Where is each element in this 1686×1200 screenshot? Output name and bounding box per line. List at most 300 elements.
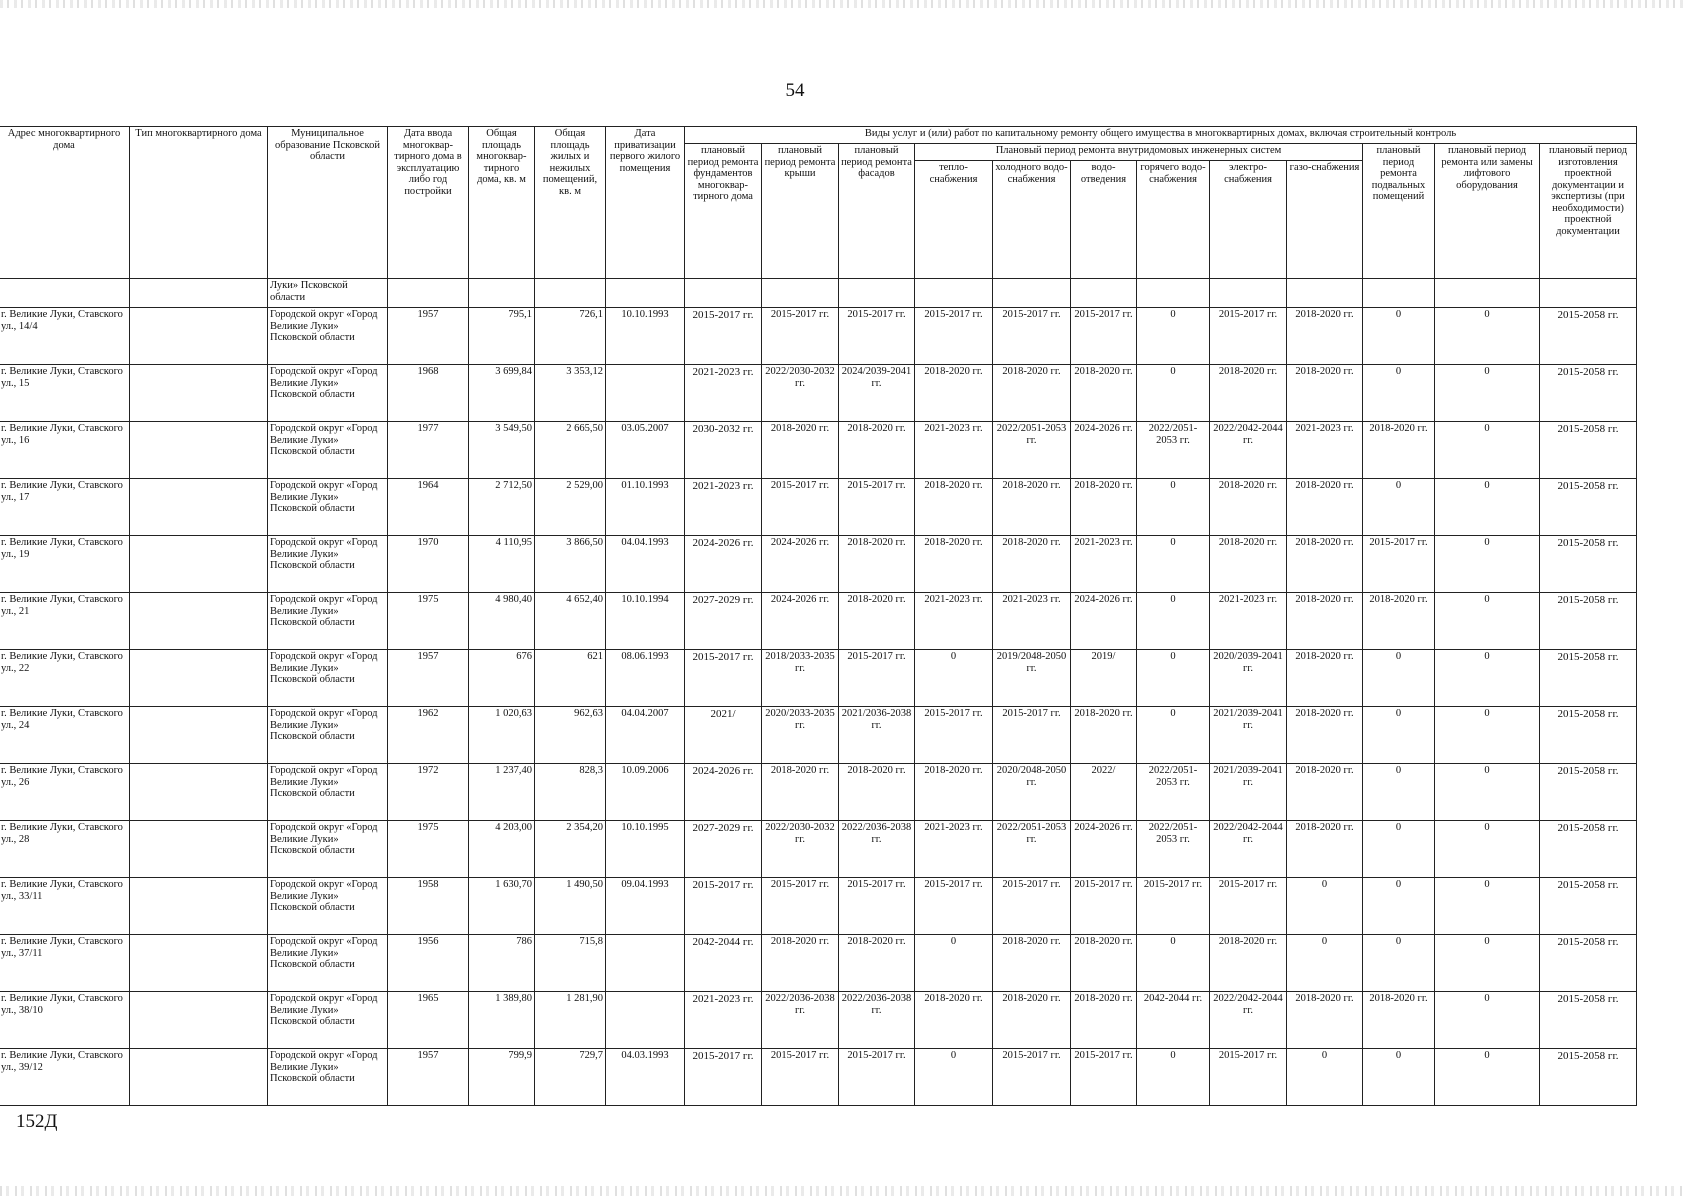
cell-privatization-date: 04.03.1993 xyxy=(606,1049,685,1106)
cell-hot-water: 0 xyxy=(1137,650,1210,707)
cell-roof: 2015-2017 гг. xyxy=(762,1049,839,1106)
col-header-cold-water: холодного водо-снабжения xyxy=(993,161,1071,279)
cell-empty xyxy=(1137,279,1210,308)
cell-gas: 2018-2020 гг. xyxy=(1287,992,1363,1049)
cell-type xyxy=(130,935,268,992)
cell-basement: 0 xyxy=(1363,764,1435,821)
cell-empty xyxy=(685,279,762,308)
table-row xyxy=(0,536,1637,593)
cell-elevator: 0 xyxy=(1435,1049,1540,1106)
table-row xyxy=(0,365,1637,422)
cell-living-area: 715,8 xyxy=(535,935,606,992)
cell-facade: 2015-2017 гг. xyxy=(839,650,915,707)
cell-total-area: 1 020,63 xyxy=(469,707,535,764)
col-header-type: Тип многоквартирного дома xyxy=(130,127,268,279)
cell-total-area: 676 xyxy=(469,650,535,707)
cell-empty xyxy=(1363,279,1435,308)
cell-electric: 2020/2039-2041 гг. xyxy=(1210,650,1287,707)
cell-living-area: 621 xyxy=(535,650,606,707)
cell-municipality: Городской округ «Город Великие Луки» Псковской области xyxy=(268,422,388,479)
cell-sewerage: 2018-2020 гг. xyxy=(1071,365,1137,422)
table-row xyxy=(0,878,1637,935)
cell-address: г. Великие Луки, Ставского ул., 37/11 xyxy=(0,935,130,992)
cell-privatization-date: 04.04.2007 xyxy=(606,707,685,764)
cell-cold-water: 2018-2020 гг. xyxy=(993,536,1071,593)
cell-year: 1977 xyxy=(388,422,469,479)
cell-facade: 2018-2020 гг. xyxy=(839,935,915,992)
cell-heat: 2015-2017 гг. xyxy=(915,308,993,365)
cell-empty xyxy=(839,279,915,308)
cell-cold-water: 2018-2020 гг. xyxy=(993,992,1071,1049)
cell-gas: 2018-2020 гг. xyxy=(1287,764,1363,821)
cell-roof: 2015-2017 гг. xyxy=(762,878,839,935)
cell-foundation: 2030-2032 гг. xyxy=(685,422,762,479)
cell-address: г. Великие Луки, Ставского ул., 38/10 xyxy=(0,992,130,1049)
cell-basement: 0 xyxy=(1363,650,1435,707)
cell-foundation: 2027-2029 гг. xyxy=(685,821,762,878)
cell-year: 1956 xyxy=(388,935,469,992)
cell-design: 2015-2058 гг. xyxy=(1540,365,1637,422)
cell-foundation: 2021/ xyxy=(685,707,762,764)
cell-basement: 0 xyxy=(1363,479,1435,536)
cell-facade: 2018-2020 гг. xyxy=(839,422,915,479)
cell-cold-water: 2022/2051-2053 гг. xyxy=(993,422,1071,479)
cell-design: 2015-2058 гг. xyxy=(1540,935,1637,992)
cell-year: 1970 xyxy=(388,536,469,593)
cell-foundation: 2021-2023 гг. xyxy=(685,992,762,1049)
cell-heat: 2015-2017 гг. xyxy=(915,878,993,935)
cell-empty xyxy=(762,279,839,308)
cell-sewerage: 2018-2020 гг. xyxy=(1071,935,1137,992)
cell-privatization-date: 01.10.1993 xyxy=(606,479,685,536)
cell-municipality: Городской округ «Город Великие Луки» Псковской области xyxy=(268,479,388,536)
cell-design: 2015-2058 гг. xyxy=(1540,878,1637,935)
cell-municipality: Городской округ «Город Великие Луки» Псковской области xyxy=(268,878,388,935)
cell-roof: 2022/2030-2032 гг. xyxy=(762,821,839,878)
cell-foundation: 2021-2023 гг. xyxy=(685,365,762,422)
cell-hot-water: 0 xyxy=(1137,479,1210,536)
cell-basement: 0 xyxy=(1363,878,1435,935)
cell-year: 1975 xyxy=(388,821,469,878)
cell-type xyxy=(130,821,268,878)
cell-type xyxy=(130,992,268,1049)
cell-hot-water: 0 xyxy=(1137,536,1210,593)
cell-facade: 2018-2020 гг. xyxy=(839,536,915,593)
cell-sewerage: 2015-2017 гг. xyxy=(1071,308,1137,365)
cell-type xyxy=(130,479,268,536)
cell-year: 1958 xyxy=(388,878,469,935)
col-header-design: плановый период изготовления проектной документации и экспертизы (при необходимости) проектной документации xyxy=(1540,144,1637,279)
col-header-gas: газо-снабжения xyxy=(1287,161,1363,279)
cell-foundation: 2021-2023 гг. xyxy=(685,479,762,536)
cell-heat: 0 xyxy=(915,1049,993,1106)
cell-year: 1957 xyxy=(388,1049,469,1106)
cell-cold-water: 2018-2020 гг. xyxy=(993,479,1071,536)
cell-empty xyxy=(915,279,993,308)
cell-facade: 2024/2039-2041 гг. xyxy=(839,365,915,422)
cell-sewerage: 2019/ xyxy=(1071,650,1137,707)
col-header-total-area: Общая площадь многоквар-тирного дома, кв. м xyxy=(469,127,535,279)
cell-sewerage: 2024-2026 гг. xyxy=(1071,821,1137,878)
cell-living-area: 1 490,50 xyxy=(535,878,606,935)
cell-heat: 2018-2020 гг. xyxy=(915,992,993,1049)
cell-privatization-date xyxy=(606,935,685,992)
cell-foundation: 2015-2017 гг. xyxy=(685,650,762,707)
cell-privatization-date: 08.06.1993 xyxy=(606,650,685,707)
cell-elevator: 0 xyxy=(1435,422,1540,479)
cell-type xyxy=(130,593,268,650)
cell-basement: 0 xyxy=(1363,707,1435,764)
cell-electric: 2021/2039-2041 гг. xyxy=(1210,764,1287,821)
cell-basement: 0 xyxy=(1363,308,1435,365)
cell-year: 1968 xyxy=(388,365,469,422)
cell-facade: 2022/2036-2038 гг. xyxy=(839,821,915,878)
scan-edge-top xyxy=(0,0,1686,8)
col-header-hot-water: горячего водо-снабжения xyxy=(1137,161,1210,279)
cell-foundation: 2027-2029 гг. xyxy=(685,593,762,650)
cell-empty xyxy=(1210,279,1287,308)
cell-empty xyxy=(0,279,130,308)
cell-hot-water: 0 xyxy=(1137,593,1210,650)
cell-elevator: 0 xyxy=(1435,536,1540,593)
cell-foundation: 2015-2017 гг. xyxy=(685,1049,762,1106)
col-header-roof: плановый период ремонта крыши xyxy=(762,144,839,279)
cell-hot-water: 2022/2051-2053 гг. xyxy=(1137,821,1210,878)
cell-municipality: Городской округ «Город Великие Луки» Псковской области xyxy=(268,821,388,878)
cell-type xyxy=(130,650,268,707)
cell-elevator: 0 xyxy=(1435,992,1540,1049)
cell-heat: 0 xyxy=(915,650,993,707)
cell-roof: 2024-2026 гг. xyxy=(762,536,839,593)
cell-design: 2015-2058 гг. xyxy=(1540,992,1637,1049)
cell-electric: 2018-2020 гг. xyxy=(1210,479,1287,536)
cell-elevator: 0 xyxy=(1435,593,1540,650)
cell-type xyxy=(130,308,268,365)
cell-empty xyxy=(1435,279,1540,308)
cell-municipality: Городской округ «Город Великие Луки» Псковской области xyxy=(268,593,388,650)
col-header-commission-date: Дата ввода многоквар-тирного дома в эксплуатацию либо год постройки xyxy=(388,127,469,279)
cell-gas: 0 xyxy=(1287,878,1363,935)
cell-roof: 2015-2017 гг. xyxy=(762,308,839,365)
scan-edge-bottom xyxy=(0,1186,1686,1196)
cell-total-area: 795,1 xyxy=(469,308,535,365)
col-header-heat: тепло-снабжения xyxy=(915,161,993,279)
cell-municipality: Городской округ «Город Великие Луки» Псковской области xyxy=(268,308,388,365)
repair-program-table xyxy=(0,126,1637,1106)
cell-address: г. Великие Луки, Ставского ул., 39/12 xyxy=(0,1049,130,1106)
cell-municipality: Городской округ «Город Великие Луки» Псковской области xyxy=(268,935,388,992)
cell-hot-water: 0 xyxy=(1137,1049,1210,1106)
cell-gas: 2018-2020 гг. xyxy=(1287,821,1363,878)
cell-type xyxy=(130,764,268,821)
cell-design: 2015-2058 гг. xyxy=(1540,764,1637,821)
cell-privatization-date: 10.09.2006 xyxy=(606,764,685,821)
cell-foundation: 2024-2026 гг. xyxy=(685,536,762,593)
cell-design: 2015-2058 гг. xyxy=(1540,593,1637,650)
cell-basement: 0 xyxy=(1363,935,1435,992)
col-header-electric: электро-снабжения xyxy=(1210,161,1287,279)
cell-heat: 2021-2023 гг. xyxy=(915,821,993,878)
cell-type xyxy=(130,422,268,479)
cell-electric: 2015-2017 гг. xyxy=(1210,1049,1287,1106)
cell-sewerage: 2024-2026 гг. xyxy=(1071,593,1137,650)
cell-empty xyxy=(469,279,535,308)
cell-facade: 2021/2036-2038 гг. xyxy=(839,707,915,764)
table-row xyxy=(0,479,1637,536)
cell-cold-water: 2019/2048-2050 гг. xyxy=(993,650,1071,707)
cell-hot-water: 0 xyxy=(1137,935,1210,992)
page-number: 54 xyxy=(785,80,805,101)
cell-gas: 2018-2020 гг. xyxy=(1287,479,1363,536)
cell-living-area: 4 652,40 xyxy=(535,593,606,650)
cell-empty xyxy=(1540,279,1637,308)
cell-privatization-date: 03.05.2007 xyxy=(606,422,685,479)
cell-electric: 2022/2042-2044 гг. xyxy=(1210,422,1287,479)
cell-basement: 0 xyxy=(1363,365,1435,422)
cell-sewerage: 2022/ xyxy=(1071,764,1137,821)
cell-elevator: 0 xyxy=(1435,365,1540,422)
cell-living-area: 828,3 xyxy=(535,764,606,821)
cell-facade: 2022/2036-2038 гг. xyxy=(839,992,915,1049)
cell-type xyxy=(130,536,268,593)
cell-sewerage: 2024-2026 гг. xyxy=(1071,422,1137,479)
cell-empty xyxy=(1287,279,1363,308)
cell-foundation: 2042-2044 гг. xyxy=(685,935,762,992)
cell-gas: 2018-2020 гг. xyxy=(1287,365,1363,422)
cell-municipality: Луки» Псковской области xyxy=(268,279,388,308)
cell-year: 1964 xyxy=(388,479,469,536)
cell-hot-water: 2042-2044 гг. xyxy=(1137,992,1210,1049)
cell-sewerage: 2015-2017 гг. xyxy=(1071,878,1137,935)
cell-cold-water: 2018-2020 гг. xyxy=(993,935,1071,992)
table-row xyxy=(0,650,1637,707)
cell-municipality: Городской округ «Город Великие Луки» Псковской области xyxy=(268,707,388,764)
cell-cold-water: 2022/2051-2053 гг. xyxy=(993,821,1071,878)
cell-address: г. Великие Луки, Ставского ул., 19 xyxy=(0,536,130,593)
cell-roof: 2015-2017 гг. xyxy=(762,479,839,536)
cell-total-area: 786 xyxy=(469,935,535,992)
cell-design: 2015-2058 гг. xyxy=(1540,650,1637,707)
cell-living-area: 2 529,00 xyxy=(535,479,606,536)
cell-address: г. Великие Луки, Ставского ул., 21 xyxy=(0,593,130,650)
cell-basement: 2018-2020 гг. xyxy=(1363,422,1435,479)
cell-municipality: Городской округ «Город Великие Луки» Псковской области xyxy=(268,536,388,593)
cell-living-area: 3 353,12 xyxy=(535,365,606,422)
cell-electric: 2018-2020 гг. xyxy=(1210,935,1287,992)
cell-total-area: 4 980,40 xyxy=(469,593,535,650)
cell-type xyxy=(130,878,268,935)
table-row xyxy=(0,593,1637,650)
cell-empty xyxy=(535,279,606,308)
cell-design: 2015-2058 гг. xyxy=(1540,308,1637,365)
cell-municipality: Городской округ «Город Великие Луки» Псковской области xyxy=(268,992,388,1049)
cell-living-area: 726,1 xyxy=(535,308,606,365)
cell-year: 1975 xyxy=(388,593,469,650)
cell-year: 1957 xyxy=(388,308,469,365)
col-header-living-area: Общая площадь жилых и нежилых помещений, кв. м xyxy=(535,127,606,279)
cell-facade: 2018-2020 гг. xyxy=(839,593,915,650)
cell-municipality: Городской округ «Город Великие Луки» Псковской области xyxy=(268,365,388,422)
cell-elevator: 0 xyxy=(1435,479,1540,536)
cell-facade: 2015-2017 гг. xyxy=(839,479,915,536)
cell-address: г. Великие Луки, Ставского ул., 24 xyxy=(0,707,130,764)
cell-living-area: 2 665,50 xyxy=(535,422,606,479)
cell-electric: 2021-2023 гг. xyxy=(1210,593,1287,650)
cell-heat: 2018-2020 гг. xyxy=(915,536,993,593)
cell-heat: 2018-2020 гг. xyxy=(915,479,993,536)
cell-year: 1957 xyxy=(388,650,469,707)
cell-facade: 2015-2017 гг. xyxy=(839,1049,915,1106)
cell-total-area: 3 549,50 xyxy=(469,422,535,479)
cell-heat: 0 xyxy=(915,935,993,992)
cell-gas: 2018-2020 гг. xyxy=(1287,650,1363,707)
cell-privatization-date: 10.10.1993 xyxy=(606,308,685,365)
cell-sewerage: 2021-2023 гг. xyxy=(1071,536,1137,593)
cell-living-area: 3 866,50 xyxy=(535,536,606,593)
cell-total-area: 1 630,70 xyxy=(469,878,535,935)
cell-design: 2015-2058 гг. xyxy=(1540,536,1637,593)
cell-roof: 2018-2020 гг. xyxy=(762,764,839,821)
cell-foundation: 2024-2026 гг. xyxy=(685,764,762,821)
cell-year: 1965 xyxy=(388,992,469,1049)
cell-electric: 2022/2042-2044 гг. xyxy=(1210,992,1287,1049)
cell-heat: 2018-2020 гг. xyxy=(915,764,993,821)
cell-cold-water: 2015-2017 гг. xyxy=(993,707,1071,764)
cell-total-area: 3 699,84 xyxy=(469,365,535,422)
cell-empty xyxy=(993,279,1071,308)
cell-empty xyxy=(606,279,685,308)
cell-total-area: 4 203,00 xyxy=(469,821,535,878)
cell-hot-water: 2022/2051-2053 гг. xyxy=(1137,764,1210,821)
cell-hot-water: 0 xyxy=(1137,308,1210,365)
cell-address: г. Великие Луки, Ставского ул., 33/11 xyxy=(0,878,130,935)
cell-electric: 2022/2042-2044 гг. xyxy=(1210,821,1287,878)
cell-address: г. Великие Луки, Ставского ул., 22 xyxy=(0,650,130,707)
cell-empty xyxy=(1071,279,1137,308)
cell-heat: 2015-2017 гг. xyxy=(915,707,993,764)
cell-elevator: 0 xyxy=(1435,650,1540,707)
cell-empty xyxy=(130,279,268,308)
cell-type xyxy=(130,1049,268,1106)
cell-municipality: Городской округ «Город Великие Луки» Псковской области xyxy=(268,650,388,707)
col-header-basement: плановый период ремонта подвальных помещений xyxy=(1363,144,1435,279)
cell-privatization-date: 09.04.1993 xyxy=(606,878,685,935)
cell-hot-water: 2015-2017 гг. xyxy=(1137,878,1210,935)
cell-cold-water: 2015-2017 гг. xyxy=(993,308,1071,365)
cell-elevator: 0 xyxy=(1435,821,1540,878)
cell-roof: 2024-2026 гг. xyxy=(762,593,839,650)
table-row-continuation xyxy=(0,279,1637,308)
cell-basement: 0 xyxy=(1363,821,1435,878)
cell-living-area: 1 281,90 xyxy=(535,992,606,1049)
cell-basement: 2018-2020 гг. xyxy=(1363,593,1435,650)
table-row xyxy=(0,1049,1637,1106)
cell-gas: 2018-2020 гг. xyxy=(1287,308,1363,365)
table-row xyxy=(0,992,1637,1049)
cell-design: 2015-2058 гг. xyxy=(1540,1049,1637,1106)
cell-address: г. Великие Луки, Ставского ул., 14/4 xyxy=(0,308,130,365)
cell-cold-water: 2020/2048-2050 гг. xyxy=(993,764,1071,821)
cell-foundation: 2015-2017 гг. xyxy=(685,308,762,365)
cell-basement: 0 xyxy=(1363,1049,1435,1106)
cell-privatization-date xyxy=(606,992,685,1049)
cell-design: 2015-2058 гг. xyxy=(1540,479,1637,536)
cell-gas: 2021-2023 гг. xyxy=(1287,422,1363,479)
col-header-address: Адрес многоквартирного дома xyxy=(0,127,130,279)
cell-roof: 2022/2036-2038 гг. xyxy=(762,992,839,1049)
cell-facade: 2018-2020 гг. xyxy=(839,764,915,821)
cell-cold-water: 2021-2023 гг. xyxy=(993,593,1071,650)
cell-type xyxy=(130,707,268,764)
cell-sewerage: 2018-2020 гг. xyxy=(1071,707,1137,764)
cell-elevator: 0 xyxy=(1435,935,1540,992)
cell-elevator: 0 xyxy=(1435,707,1540,764)
cell-electric: 2015-2017 гг. xyxy=(1210,308,1287,365)
cell-address: г. Великие Луки, Ставского ул., 16 xyxy=(0,422,130,479)
cell-empty xyxy=(388,279,469,308)
cell-hot-water: 2022/2051-2053 гг. xyxy=(1137,422,1210,479)
cell-privatization-date: 04.04.1993 xyxy=(606,536,685,593)
table-row xyxy=(0,821,1637,878)
cell-facade: 2015-2017 гг. xyxy=(839,878,915,935)
table-row xyxy=(0,707,1637,764)
col-group-works: Виды услуг и (или) работ по капитальному ремонту общего имущества в многоквартирных домах, включая строительный контроль xyxy=(685,127,1637,144)
cell-total-area: 4 110,95 xyxy=(469,536,535,593)
cell-sewerage: 2015-2017 гг. xyxy=(1071,1049,1137,1106)
col-header-sewerage: водо-отведения xyxy=(1071,161,1137,279)
col-header-foundation: плановый период ремонта фундаментов многоквар-тирного дома xyxy=(685,144,762,279)
cell-roof: 2018-2020 гг. xyxy=(762,422,839,479)
cell-cold-water: 2015-2017 гг. xyxy=(993,878,1071,935)
cell-electric: 2015-2017 гг. xyxy=(1210,878,1287,935)
cell-electric: 2018-2020 гг. xyxy=(1210,536,1287,593)
cell-heat: 2021-2023 гг. xyxy=(915,593,993,650)
cell-living-area: 962,63 xyxy=(535,707,606,764)
cell-sewerage: 2018-2020 гг. xyxy=(1071,992,1137,1049)
footer-code: 152Д xyxy=(16,1111,58,1132)
cell-privatization-date: 10.10.1994 xyxy=(606,593,685,650)
cell-elevator: 0 xyxy=(1435,878,1540,935)
cell-address: г. Великие Луки, Ставского ул., 26 xyxy=(0,764,130,821)
cell-total-area: 1 389,80 xyxy=(469,992,535,1049)
cell-hot-water: 0 xyxy=(1137,707,1210,764)
cell-foundation: 2015-2017 гг. xyxy=(685,878,762,935)
cell-living-area: 729,7 xyxy=(535,1049,606,1106)
cell-gas: 2018-2020 гг. xyxy=(1287,707,1363,764)
table-row xyxy=(0,422,1637,479)
cell-roof: 2020/2033-2035 гг. xyxy=(762,707,839,764)
cell-privatization-date xyxy=(606,365,685,422)
cell-total-area: 799,9 xyxy=(469,1049,535,1106)
cell-cold-water: 2018-2020 гг. xyxy=(993,365,1071,422)
col-header-elevator: плановый период ремонта или замены лифтового оборудования xyxy=(1435,144,1540,279)
cell-year: 1962 xyxy=(388,707,469,764)
cell-address: г. Великие Луки, Ставского ул., 28 xyxy=(0,821,130,878)
cell-elevator: 0 xyxy=(1435,308,1540,365)
cell-year: 1972 xyxy=(388,764,469,821)
cell-address: г. Великие Луки, Ставского ул., 17 xyxy=(0,479,130,536)
cell-elevator: 0 xyxy=(1435,764,1540,821)
col-header-municipality: Муниципальное образование Псковской области xyxy=(268,127,388,279)
table-row xyxy=(0,308,1637,365)
cell-design: 2015-2058 гг. xyxy=(1540,422,1637,479)
cell-electric: 2018-2020 гг. xyxy=(1210,365,1287,422)
cell-design: 2015-2058 гг. xyxy=(1540,707,1637,764)
cell-total-area: 1 237,40 xyxy=(469,764,535,821)
cell-type xyxy=(130,365,268,422)
cell-roof: 2022/2030-2032 гг. xyxy=(762,365,839,422)
cell-gas: 0 xyxy=(1287,935,1363,992)
